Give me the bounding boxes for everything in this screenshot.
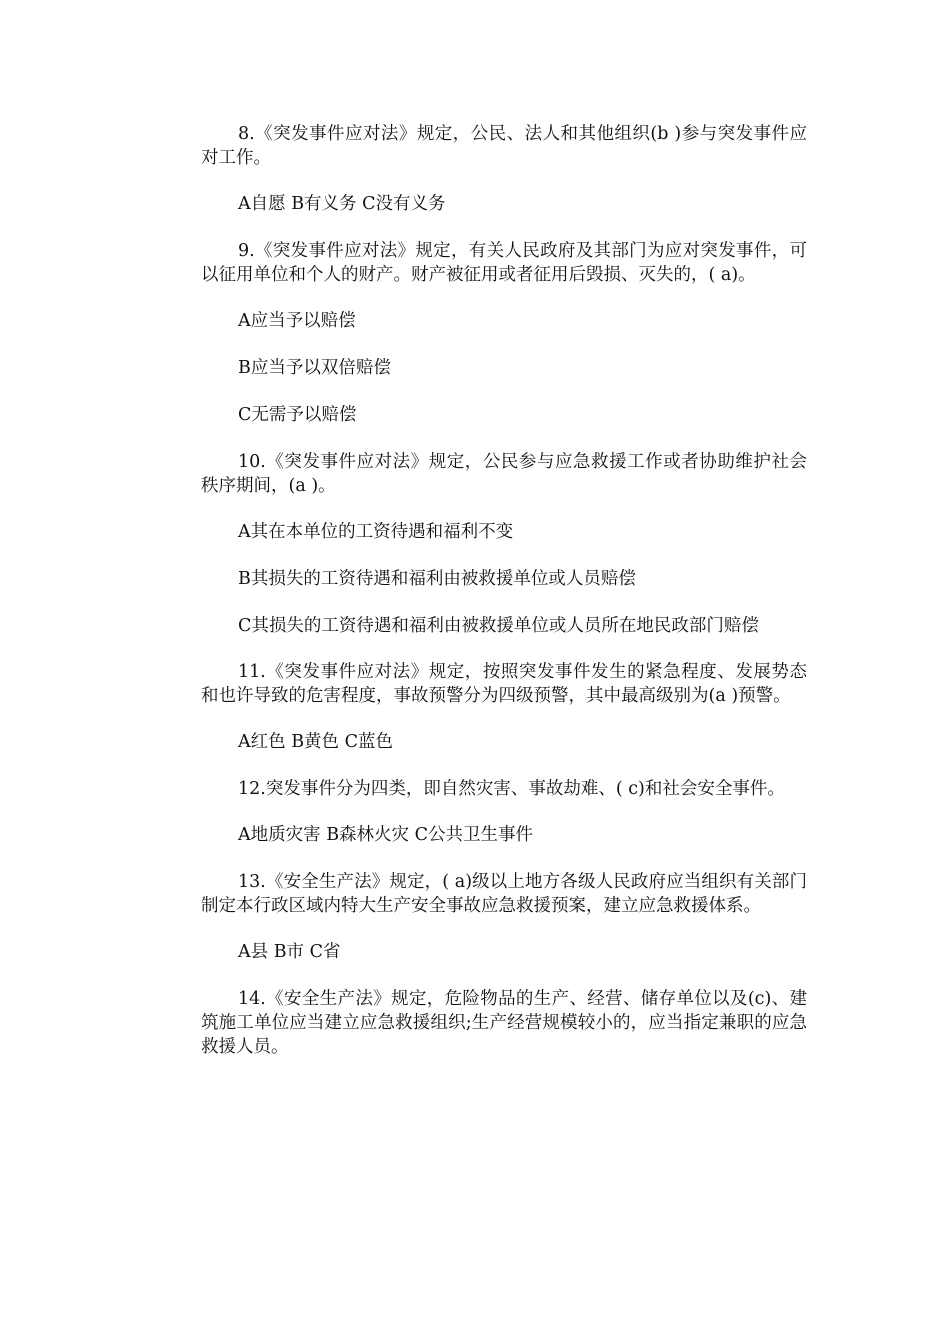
- question-10-option-a: A其在本单位的工资待遇和福利不变: [238, 522, 514, 542]
- question-13: 13.《安全生产法》规定，( a)级以上地方各级人民政府应当组织有关部门制定本行政区域内特大生产安全事故应急救援预案，建立应急救援体系。: [201, 872, 807, 916]
- question-8: 8.《突发事件应对法》规定，公民、法人和其他组织(b )参与突发事件应对工作。: [201, 124, 807, 168]
- question-12: 12.突发事件分为四类，即自然灾害、事故劫难、( c)和社会安全事件。: [238, 779, 785, 799]
- question-14: 14.《安全生产法》规定，危险物品的生产、经营、储存单位以及(c)、建筑施工单位应当建立应急救援组织;生产经营规模较小的，应当指定兼职的应急救援人员。: [201, 989, 807, 1057]
- document-page: [201, 122, 807, 1081]
- question-10-option-b: B其损失的工资待遇和福利由被救援单位或人员赔偿: [238, 569, 636, 589]
- question-9-option-a: A应当予以赔偿: [238, 311, 356, 331]
- question-10: 10.《突发事件应对法》规定，公民参与应急救援工作或者协助维护社会秩序期间，(a )。: [201, 452, 807, 496]
- question-11: 11.《突发事件应对法》规定，按照突发事件发生的紧急程度、发展势态和也许导致的危害程度，事故预警分为四级预警，其中最高级别为(a )预警。: [201, 662, 807, 706]
- question-8-options: A自愿 B有义务 C没有义务: [238, 194, 446, 214]
- question-12-options: A地质灾害 B森林火灾 C公共卫生事件: [238, 825, 534, 845]
- question-11-options: A红色 B黄色 C蓝色: [238, 732, 394, 752]
- question-13-options: A县 B市 C省: [238, 942, 341, 962]
- question-9: 9.《突发事件应对法》规定，有关人民政府及其部门为应对突发事件，可以征用单位和个人的财产。财产被征用或者征用后毁损、灭失的，( a)。: [201, 241, 807, 285]
- question-10-option-c: C其损失的工资待遇和福利由被救援单位或人员所在地民政部门赔偿: [238, 616, 759, 636]
- question-9-option-b: B应当予以双倍赔偿: [238, 358, 391, 378]
- question-9-option-c: C无需予以赔偿: [238, 405, 357, 425]
